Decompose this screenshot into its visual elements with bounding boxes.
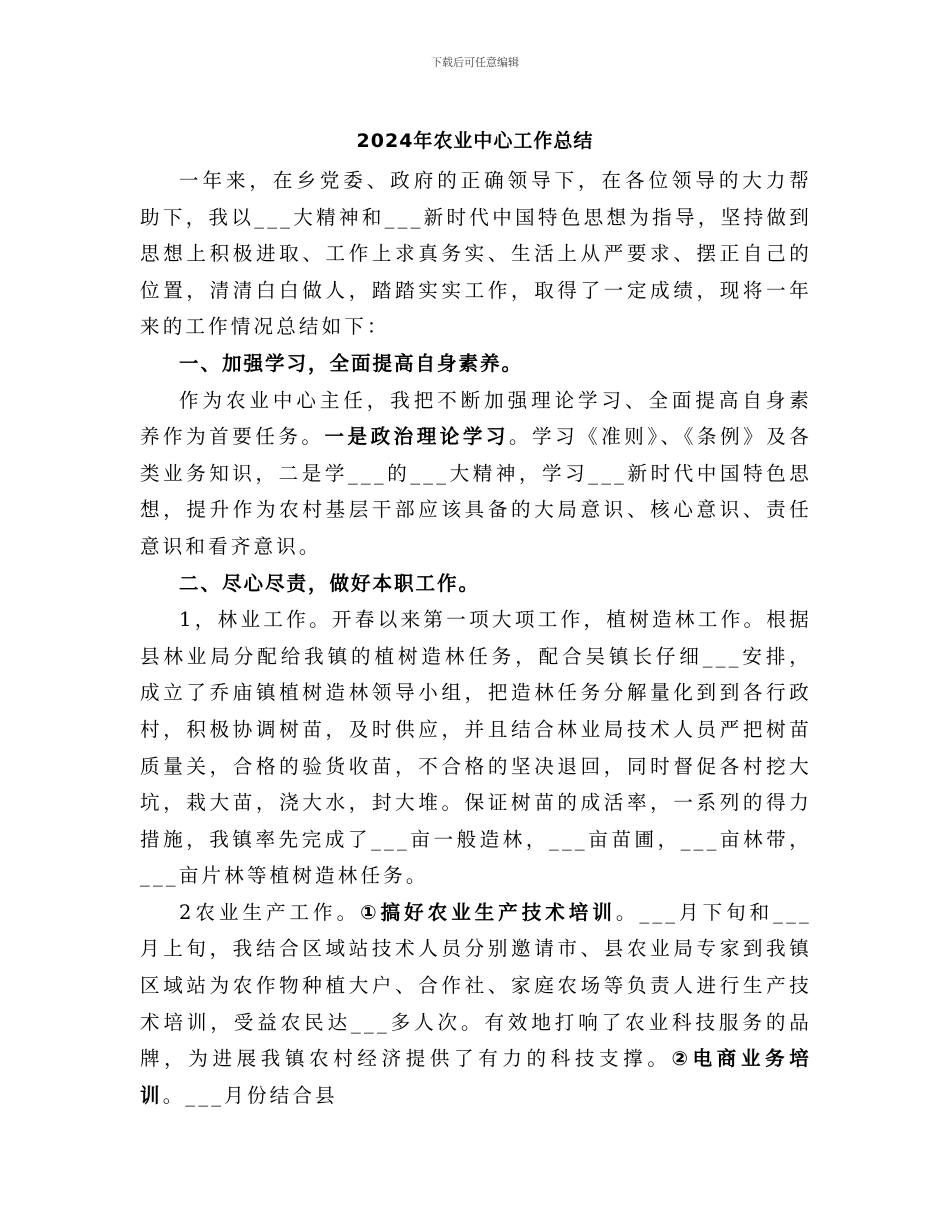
paragraph-agriculture-bold-1: ①搞好农业生产技术培训 [360, 900, 616, 924]
document-body [140, 163, 812, 1114]
paragraph-forestry: 1，林业工作。开春以来第一项大项工作，植树造林工作。根据县林业局分配给我镇的植树造林任务，配合吴镇长仔细___安排，成立了乔庙镇植树造林领导小组，把造林任务分解量化到到各行政村，积极协调树苗，及时供应，并且结合林业局技术人员严把树苗质量关，合格的验货收苗，不合格的坚决退回，同时督促各村挖大坑，栽大苗，浇大水，封大堆。保证树苗的成活率，一系列的得力措施，我镇率先完成了___亩一般造林，___亩苗圃，___亩林带，___亩片林等植树造林任务。 [140, 608, 812, 888]
paragraph-study-text-1: 作为农业中心主任，我把不断加强理论学习、全面提高自身素养作为首要任务。 [140, 388, 812, 449]
section-heading-2: 二、尽心尽责，做好本职工作。 [179, 571, 481, 595]
page-header-note: 下载后可任意编辑 [431, 56, 519, 69]
document-title: 2024年农业中心工作总结 [356, 130, 594, 152]
paragraph-agriculture [140, 895, 812, 1115]
paragraph-agriculture-bold-2: ②电商业务培训 [140, 1047, 812, 1107]
paragraph-agriculture-text-3: 。___月份结合县 [162, 1083, 338, 1107]
paragraph-intro: 一年来，在乡党委、政府的正确领导下，在各位领导的大力帮助下，我以___大精神和___新时代中国特色思想为指导，坚持做到思想上积极进取、工作上求真务实、生活上从严要求、摆正自己的位置，清清白白做人，踏踏实实工作，取得了一定成绩，现将一年来的工作情况总结如下： [140, 169, 812, 339]
paragraph-study [140, 383, 812, 566]
paragraph-agriculture-text-2: 。___月下旬和___月上旬，我结合区域站技术人员分别邀请市、县农业局专家到我镇区域站为农作物种植大户、合作社、家庭农场等负责人进行生产技术培训，受益农民达___多人次。有效地打响了农业科技服务的品牌，为进展我镇农村经济提供了有力的科技支撑。 [140, 900, 812, 1071]
section-heading-1: 一、加强学习，全面提高自身素养。 [179, 351, 524, 375]
paragraph-study-text-2: 。学习《准则》、《条例》及各类业务知识，二是学___的___大精神，学习___新时代中国特色思想，提升作为农村基层干部应该具备的大局意识、核心意识、责任意识和看齐意识。 [140, 425, 812, 558]
paragraph-study-bold: 一是政治理论学习 [324, 425, 509, 449]
paragraph-agriculture-text-1: 2农业生产工作。 [179, 900, 361, 924]
